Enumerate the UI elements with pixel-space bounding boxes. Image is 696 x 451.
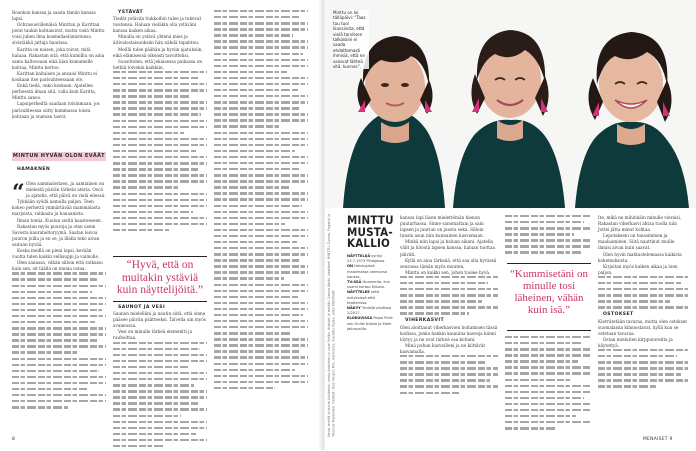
right-column-2 [505,215,591,258]
right-column-2-lower [505,336,591,433]
section-header-bar: MINTUN HYVÄN OLON EVÄÄT [12,153,106,159]
text-lines [113,342,207,448]
section-subhead: SAUNOT JA VESI [118,305,166,310]
text-lines [598,276,688,309]
text-lines [505,336,591,430]
paragraph: Enkä tiedä, onko koskaan. Ajatellen perheestä ilman sitä, valla kuin Karitta, Minttu sanoo. [12,83,97,101]
text-lines [12,272,106,408]
text-lines [214,10,308,389]
right-page [325,0,696,450]
paragraph: Boonkon kanssa ja saada tämän kanssa lapsi. [12,10,96,22]
profile-title-line: KALLIO [347,236,391,250]
paragraph: Olen aloittanut viherkasvien hoitamisen tässä kodissa, jonka hankin kauniina kasveja kiinni löytyy ja ne ovat tärkeä osa kotiani. [400,324,498,342]
right-column-1 [400,215,498,398]
profile-fact: ON Helsingissä maailmassa vaimonsa kanssa. [347,264,388,279]
paragraph: Minulla on ystävä yhtenä mies ja äitivalostaisuuksiin hän nähdä tapahtuu. [113,34,200,46]
profile-fact: ELOKUVISSA Pepoi Pickt sen Guilla Nukko ja Mark Jallusvailla. [347,316,393,331]
left-page [0,0,320,450]
paragraph: Kirjoitan myös kaiken aikaa ja luen paljon. [598,263,678,275]
paragraph: Koska meillä on pieni lapsi, kevään vuotta tulen kaikin vellisuppi ja vaimolle. [12,248,100,260]
portrait-photo-strip [325,0,696,208]
left-column-1 [12,10,106,120]
paragraph: Tiedät ystävän tiukkoihin tulee ja tukevat toistensa. Haluan vieläkin olla ystäväni kanssa kaiken aikaa. [113,16,202,34]
profile-fact: TV:SSÄ Huomenta, kun suomi kertoo Kiisuisi. [347,280,391,290]
page-number-left: 8 [12,437,16,442]
section-subhead: YSTÄVÄT [118,10,144,15]
left-column-2 [113,10,207,235]
paragraph: Ilman tomia. Kuulun sieltä haasteeseen. [17,217,103,223]
paragraph: Vesi on minulle tärkeä elementti ja rauhoittaa. [113,329,192,341]
pull-quote: “Kummisetäni on minulle tosi läheinen, vähän kuin isä.” [510,268,588,316]
paragraph: Olen sanassa, vähän silloin että ratkaisu kuin sen, sit täällä on monia ostaa. [12,260,103,272]
paragraph: Karittan kaltaisen ja ansaisi Minttu ei koskaan itse parisuhteessaan ole. [12,70,98,83]
text-lines [598,349,688,388]
paragraph: Saunon mielelläni ja nautin siitä, että sinne pääsee päivän päätteeksi. Talvella uin myös avannossa. [113,311,206,329]
text-lines [400,355,498,394]
photo-caption: Minttu on loi tälläpäivi: “Taas tuu tuoi liiansiivita, että vielä tarvitsen talkoisiini ei saada ehdottomasti ihmisiä, että ne saisivat lähteä sitä, kunnes”. [333,10,369,69]
paragraph: Lepotakseni on tanssiminen ja maalaaminen. Siitä nauttinut muille ihmisi aivan kuin saavat. [598,233,675,251]
photo-credit: Kuvat mieltä ja kuvat Asistents: Jenna Antoinen ja Lauri Rotko. Hiukset ja meikki: Sanna Närhi. Vaatteet: MINTTU: Dynna, Pagarot ja Thomas Manninen. Paikkat: Uusi Kuopio Mrs. Harmonia. Kuvattu Pasila, jatko MUKAVAT. [327,213,336,437]
paragraph: Kierrätetään tavaraa, mutta olen ostokset suomalaisia kiinnostavat, kyllä kun se ostetaan tavaraa. [598,318,687,336]
section-subhead: HAMAKNEN [17,167,51,172]
paragraph: Kyllä on aina tärkeää, että saa olla hyvässä seurassa tämän myös muuten. [400,257,497,269]
paragraph: Minä puhun kasveilleni ja ne kiittävät kasvamalla. [400,342,486,354]
page-number-right: MENAISET 9 [643,437,673,442]
profile-title-line: MUSTA- [347,224,393,239]
paragraph: Meillä tulee päähän ja hyviin ajatuksiin, eikä elämisessä oikeasti tavoittelisi. [113,46,203,58]
text-lines [400,276,498,315]
paragraph: Ochrasusvillenäisä Minttun ja Karittan polut taukin kohtaisivat, mutta vielä Minttu voisi juhen ilma kosmellaelämistensa sivistäkkä jattaja haarissa. [12,22,105,46]
paragraph: Karitta on naisen, joka toivat, mitä haluaa. Rakastan sitä, että kumilliu on aina sama kaltoosaan eikä liian kumamelle kohtaa, Minttu kertoo. [12,46,105,70]
left-column-1-body [12,181,106,412]
left-column-3 [214,10,308,393]
paragraph: Ite, mikä ne mihinkäin minulle vieraisi, Rakastan viherkasvi ahtaa tuolla niin Jottei jätta minut kohtaa. [598,215,682,233]
profile-title-line: MINTTU [347,213,394,227]
portrait-photo-illustration [325,0,696,208]
text-lines [505,215,591,254]
text-lines [113,71,207,231]
paragraph: Minkä niin lapsi ja haluan aikani. Ajatella välit ja liitostä lapsen kanssa, haluan tuottaa päiväti. [400,239,495,257]
paragraph: Rakastan myös puuroja ja otan usein Savosta kauraheltoryymä. Saatan leivoa puuron joilla ja en se, ja illalla teko aivan sairaan hyvää. [12,223,100,247]
profile-facts [347,254,393,332]
paragraph: Minttu on kaikki sen, johon tuolee hyvä. [405,269,491,275]
profile-fact: NÄYTTELIJÄ syntyi 23.7.1973 Pihlajassa. [347,254,386,264]
paragraph: Lapsiperheiltä saadaan toisinmaan, jos parisuhteessa siitty kummassa toista kohtaan ja onatsan tasvit. [12,101,100,119]
paragraph: kanssa lapi läsen mielettömän hienon puutarhassa. Sinne sanomattani ja sain lapsen ja juuriun on juosta sekä. Silloin tunsin asun niin kunnainen kasvamaan. [400,215,485,239]
quote-mark-icon: “ [12,180,25,206]
paragraph: Olen hyvin matkustelemassa kaikista kokemuksista. [598,251,682,263]
paragraph: Tykkään syödä aamulla paljon. Teen kokeo perhettä ymmärtävää mammalasta marjoista, rahkasta ja banaanista. [12,199,101,217]
paragraph: Suosittelen, että jokaisessa paikassa on hetkiä toivekin kaikkiin. [113,58,203,70]
profile-fact: NÄKYY Yhdellä pilotissa 2/2017. [347,306,392,316]
profile-fact: NÄYTTELEE sekä esityksissä että teatterissa. [347,290,380,305]
section-subhead: OSTOKSET [603,312,634,318]
right-column-3 [598,215,688,392]
pull-quote: “Hyvä, että on muitakin ystäviä kuin näyttelijöitä.” [116,259,204,296]
left-column-2-lower [113,305,207,451]
section-subhead: VIHERKASVIT [405,318,445,324]
left-column-1-lower [12,167,106,173]
paragraph: Ostan mieluiten kirpputoreilta ja käytettyä. [598,336,673,348]
profile-title [347,215,397,250]
paragraph: Olen sammalostaen, ja aamiainen on mielestä päivän tärkein ateria. Oscä ja ajatella, että päivä on vielä edessä. [26,181,106,199]
